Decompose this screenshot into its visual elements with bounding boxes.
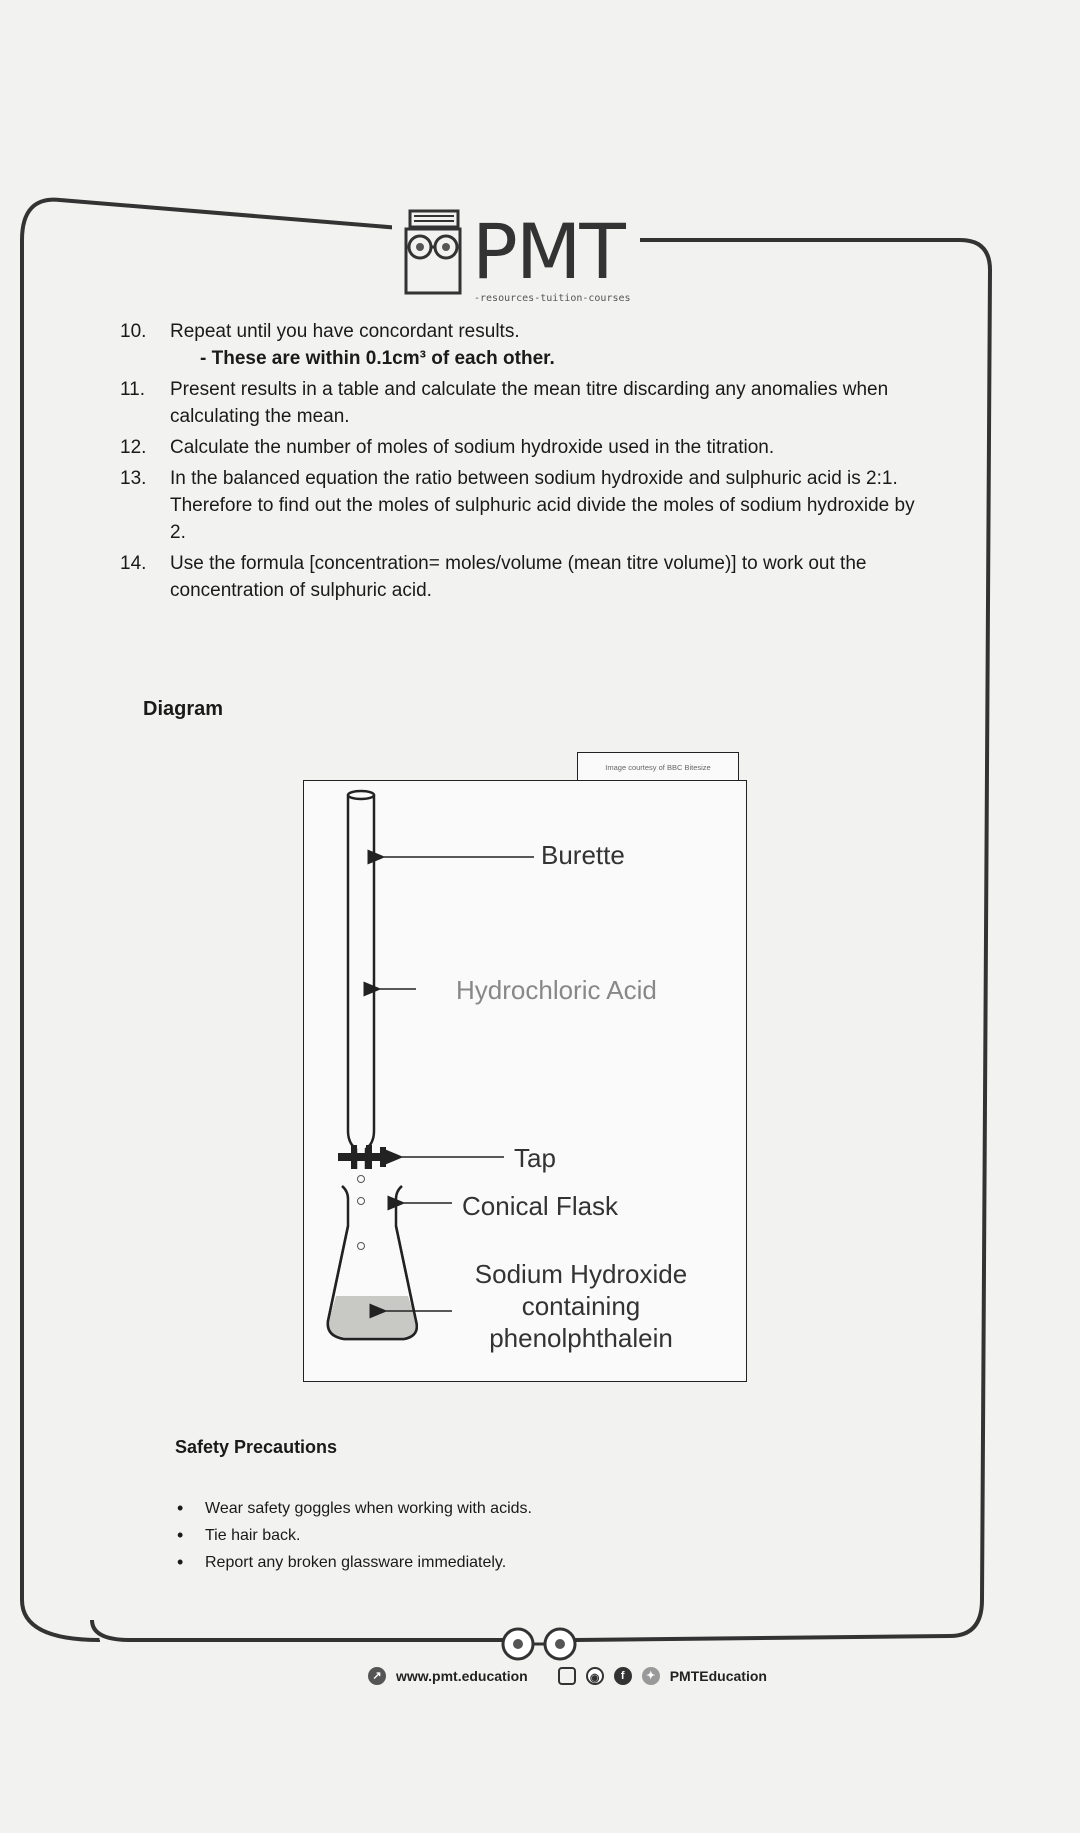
step-12 (120, 434, 920, 461)
label-solution-2: containing (521, 1291, 641, 1321)
step-13 (120, 465, 920, 546)
list-item: • Report any broken glassware immediately. (175, 1549, 532, 1576)
list-item: • Tie hair back. (175, 1522, 532, 1549)
burette-icon (348, 791, 374, 1169)
logo-wordmark: PMT (472, 207, 624, 296)
step-note: - These are within 0.1cm³ of each other. (200, 348, 555, 369)
label-burette: Burette (541, 840, 625, 870)
label-solution-3: phenolphthalein (489, 1323, 673, 1353)
titration-diagram (303, 780, 747, 1382)
step-text: Repeat until you have concordant results. (170, 321, 520, 342)
step-11 (120, 376, 920, 430)
tap-icon (338, 1145, 386, 1169)
step-number: 11. (120, 379, 146, 400)
label-hydrochloric-acid: Hydrochloric Acid (456, 975, 657, 1005)
list-item: • Wear safety goggles when working with acids. (175, 1495, 532, 1522)
safety-list (175, 1495, 532, 1576)
method-steps (120, 318, 920, 608)
step-number: 12. (120, 437, 147, 458)
step-text: In the balanced equation the ratio between sodium hydroxide and sulphuric acid is 2:1. Therefore to find out the moles of sulphuric acid divide the moles of sodium hydroxide by 2. (170, 468, 915, 543)
safety-heading: Safety Precautions (175, 1437, 338, 1457)
step-text: Present results in a table and calculate the mean titre discarding any anomalies when calculating the mean. (170, 379, 889, 427)
label-tap: Tap (514, 1143, 556, 1173)
footer (368, 1667, 767, 1685)
step-number: 14. (120, 553, 147, 574)
step-number: 10. (120, 321, 147, 342)
instagram-icon[interactable]: ◉ (586, 1667, 604, 1685)
step-text: Use the formula [concentration= moles/volume (mean titre volume)] to work out the concentration of sulphuric acid. (170, 553, 867, 601)
book-glasses-icon (392, 205, 472, 300)
step-14 (120, 550, 920, 604)
step-text: Calculate the number of moles of sodium hydroxide used in the titration. (170, 437, 775, 458)
pmt-logo (392, 205, 632, 305)
step-number: 13. (120, 468, 147, 489)
step-10 (120, 318, 920, 372)
logo-tagline: -resources-tuition-courses (474, 293, 631, 304)
label-conical-flask: Conical Flask (462, 1191, 619, 1221)
facebook-icon[interactable]: f (614, 1667, 632, 1685)
image-credit: Image courtesy of BBC Bitesize (577, 752, 739, 782)
label-solution-1: Sodium Hydroxide (474, 1259, 688, 1289)
website-link[interactable]: www.pmt.education (396, 1668, 528, 1684)
diagram-heading: Diagram (143, 698, 224, 720)
globe-icon: ↗ (368, 1667, 386, 1685)
social-handle[interactable]: PMTEducation (669, 1668, 767, 1684)
twitter-icon[interactable]: ✦ (642, 1667, 660, 1685)
youtube-icon[interactable] (558, 1667, 576, 1685)
conical-flask-icon (328, 1186, 417, 1339)
goggles-icon (503, 1629, 575, 1659)
